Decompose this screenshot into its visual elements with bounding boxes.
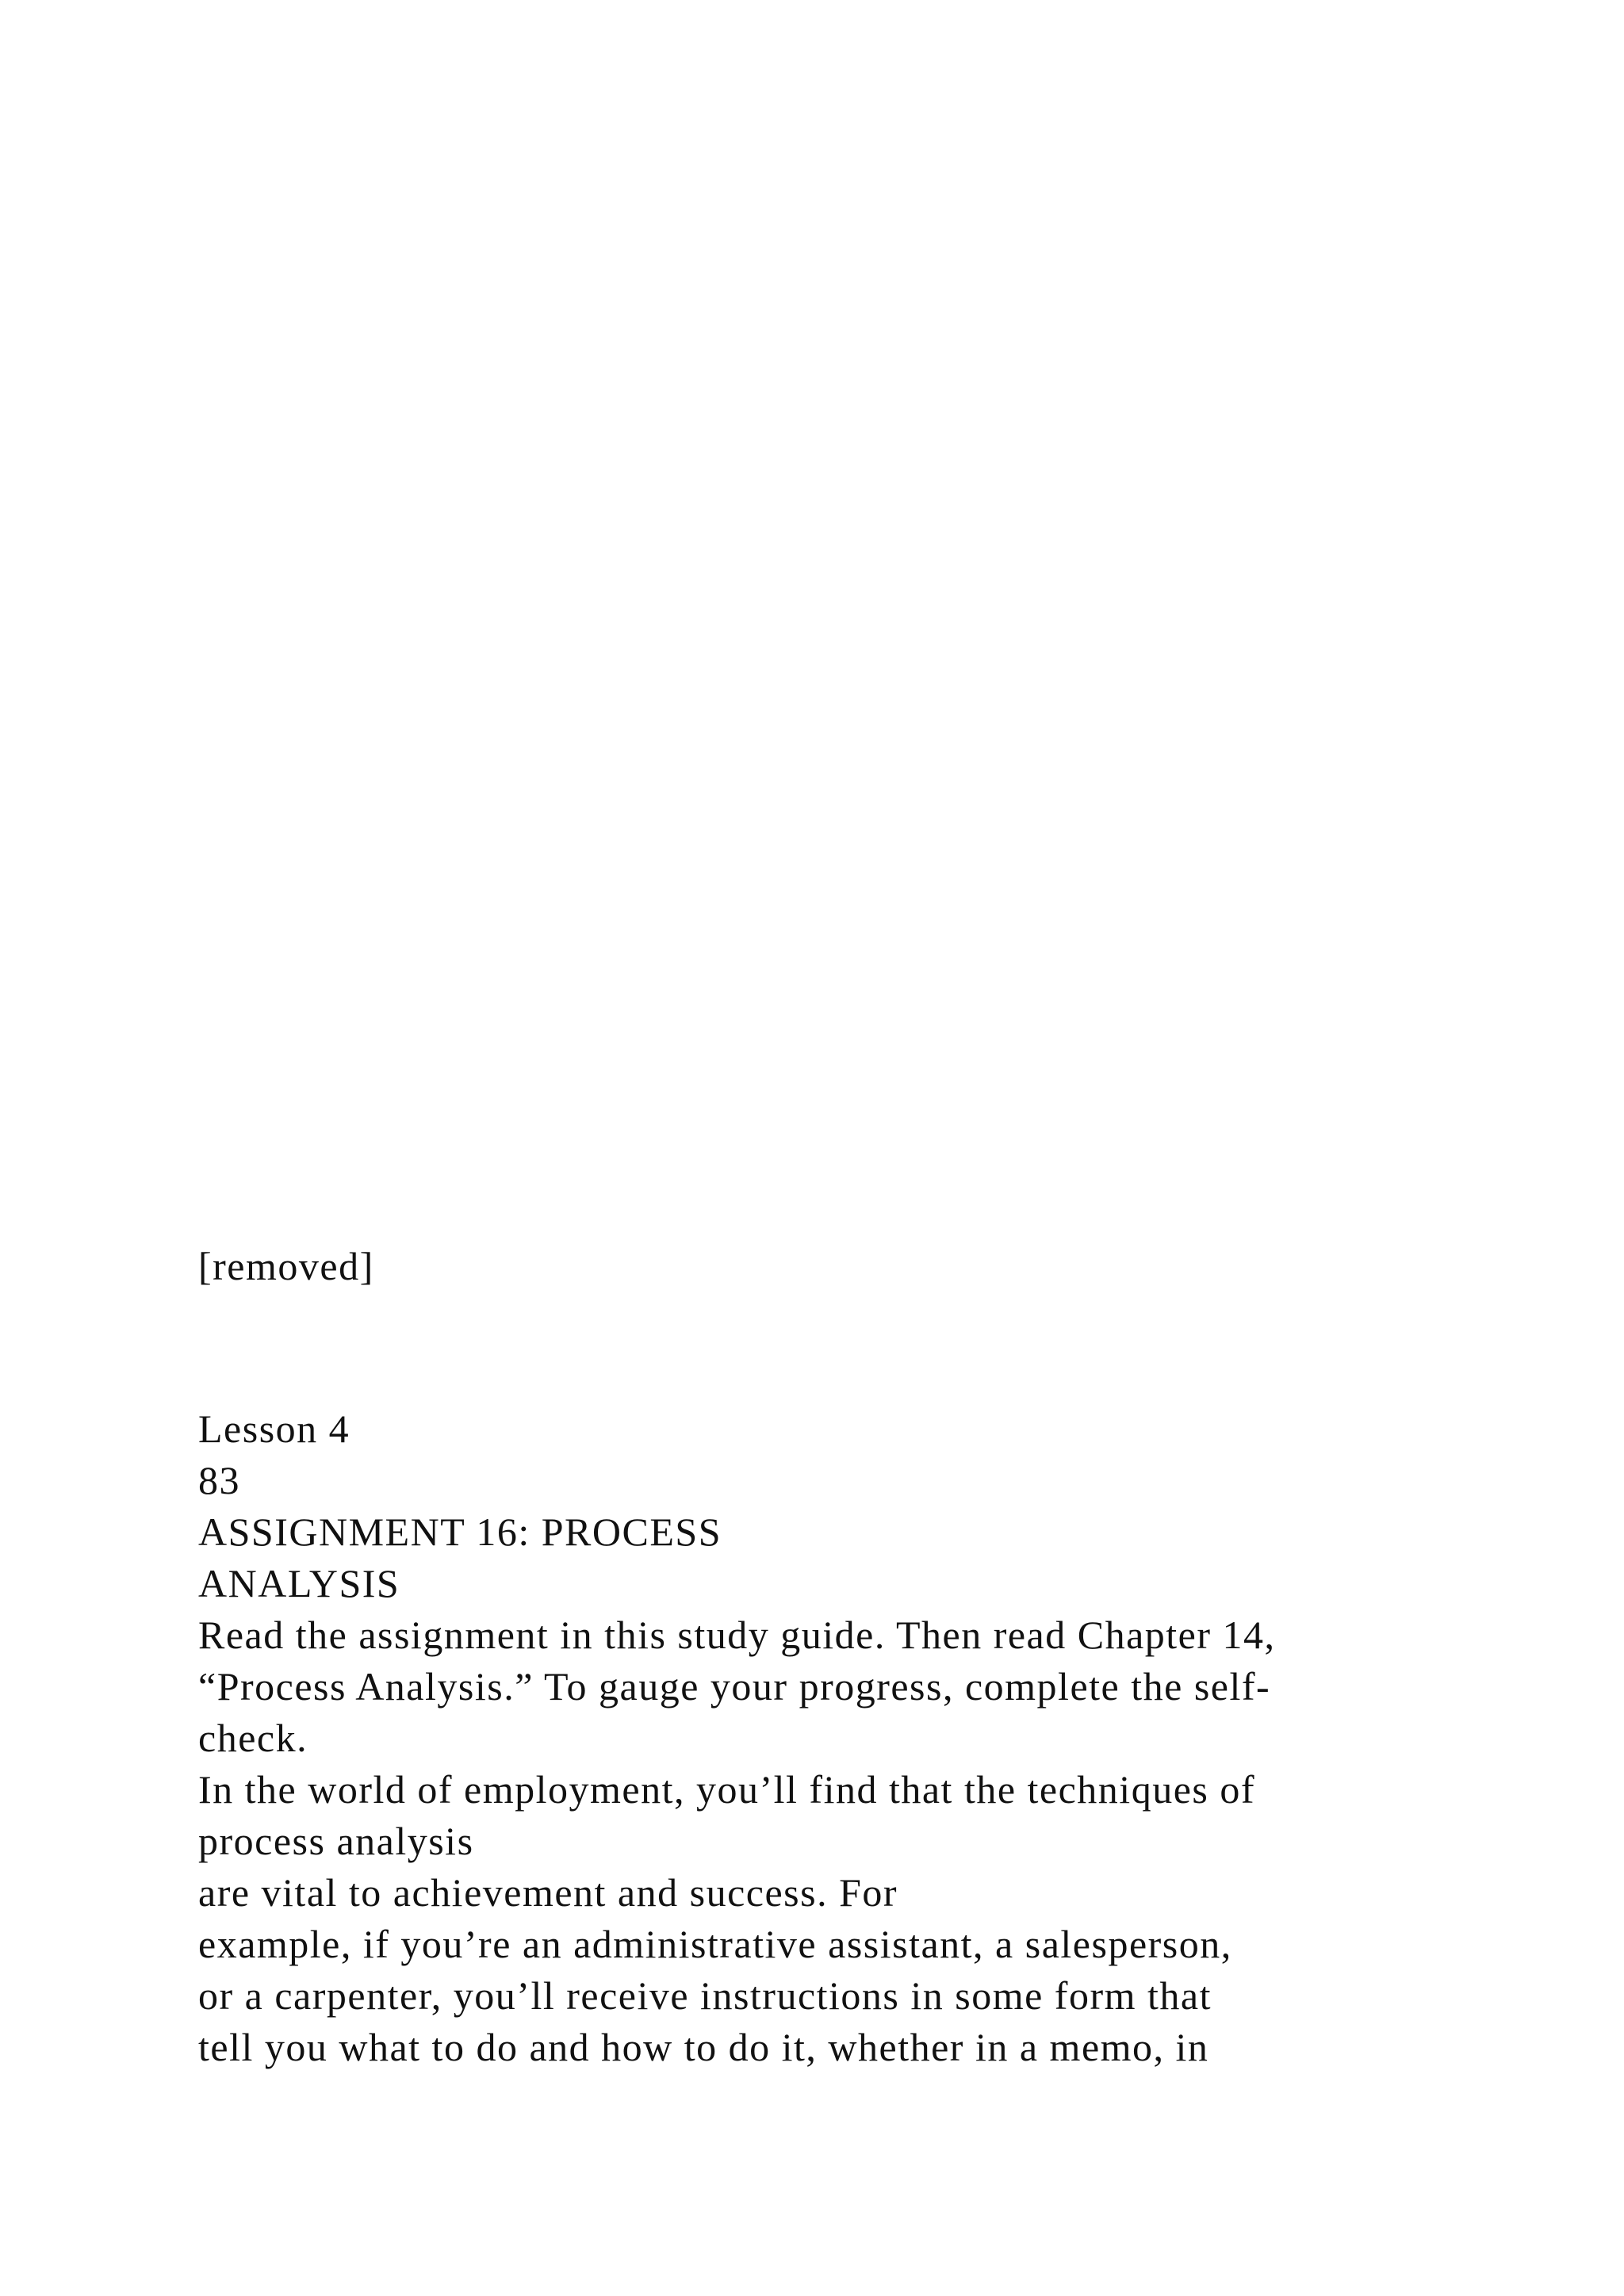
assignment-heading-line-1: ASSIGNMENT 16: PROCESS xyxy=(198,1510,722,1554)
document-body xyxy=(198,1403,1507,2073)
paragraph-line: “Process Analysis.” To gauge your progress, complete the self- xyxy=(198,1664,1271,1709)
paragraph-line: tell you what to do and how to do it, whether in a memo, in xyxy=(198,2025,1209,2069)
removed-text: [removed] xyxy=(198,1244,374,1288)
paragraph-line: or a carpenter, you’ll receive instructions in some form that xyxy=(198,1973,1212,2018)
lesson-label: Lesson 4 xyxy=(198,1406,350,1451)
paragraph-line: example, if you’re an administrative assistant, a salesperson, xyxy=(198,1922,1232,1966)
paragraph-line: process analysis xyxy=(198,1819,474,1863)
paragraph-line: In the world of employment, you’ll find that the techniques of xyxy=(198,1767,1255,1812)
paragraph-line: Read the assignment in this study guide. Then read Chapter 14, xyxy=(198,1613,1276,1657)
page-number: 83 xyxy=(198,1458,240,1502)
assignment-heading-line-2: ANALYSIS xyxy=(198,1561,400,1605)
paragraph-line: check. xyxy=(198,1716,308,1760)
removed-marker xyxy=(198,1241,1507,1292)
paragraph-line: are vital to achievement and success. For xyxy=(198,1870,898,1915)
